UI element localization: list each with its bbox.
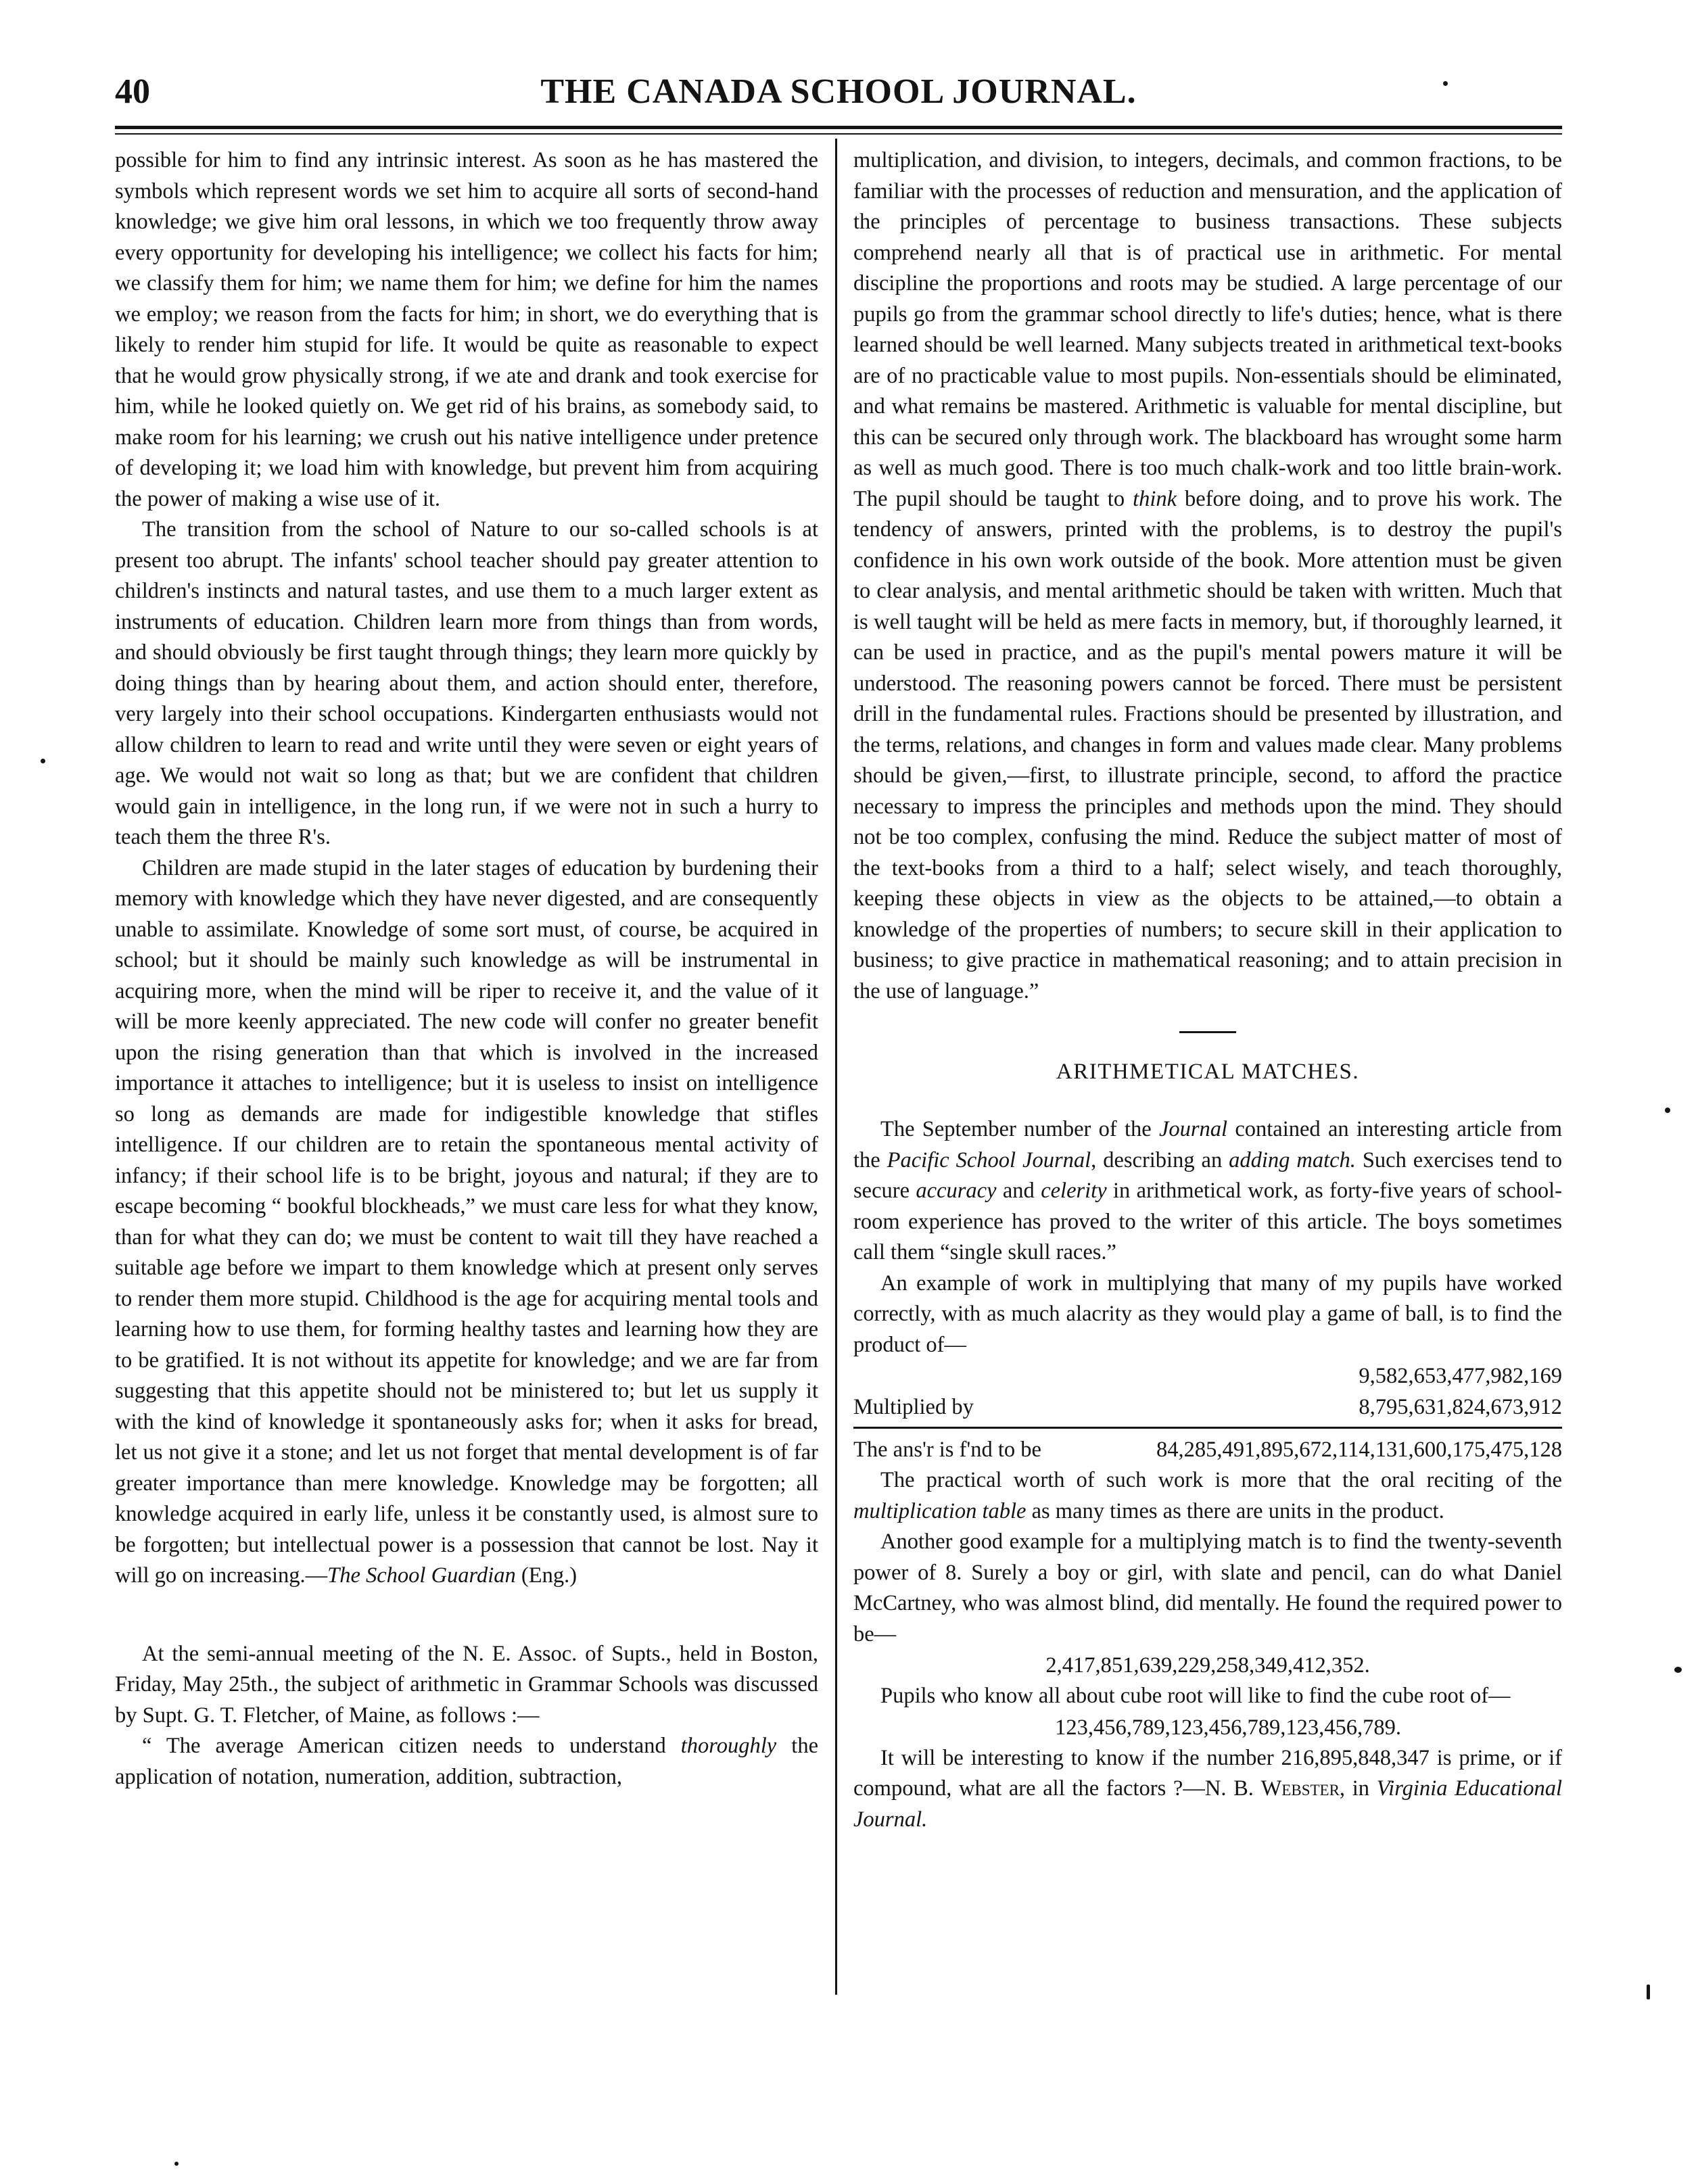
scan-speck — [1674, 1667, 1682, 1673]
paragraph-text: multiplication, and division, to integers, decimals, and common fractions, to be familiar with the processes of reduction and mensuration, and the application of the principles of percentage to business transactions. These subjects comprehend nearly all that is of practical use in arithmetic. For mental discipline the proportions and roots may be studied. A large percentage of our pupils go from the grammar school directly to life's duties; hence, what is there learned should be well learned. Many subjects treated in arithmetical text-books are of no practicable value to most pupils. Non-essentials should be eliminated, and what remains be mastered. Arithmetic is valuable for mental discipline, but this can be secured only through work. The blackboard has wrought some harm as well as much good. There is too much chalk-work and too little brain-work. The pupil should be taught to — [853, 148, 1562, 511]
scan-speck — [174, 2162, 179, 2166]
multiplier-label: Multiplied by — [853, 1395, 974, 1419]
emphasis-text: accuracy — [916, 1179, 997, 1203]
answer-row — [853, 1434, 1562, 1465]
emphasis-text: Pacific School Journal — [887, 1147, 1091, 1172]
section-heading: ARITHMETICAL MATCHES. — [1056, 1060, 1360, 1084]
paragraph-text: The practical worth of such work is more that the oral reciting of the — [880, 1468, 1562, 1492]
paragraph-text: contained an interesting article from the — [853, 1117, 1562, 1172]
paragraph-school-of-nature: The transition from the school of Nature to our so-called schools is at present too abrupt. The infants' school teacher should pay greater attention to children's instincts and natural tastes, and use them to a much larger extent as instruments of education. Children learn more from things than from words, and should obviously be first taught through things; they learn more quickly by doing things than by hearing about them, and action should enter, therefore, very largely into their school occupations. Kindergarten enthusiasts would not allow children to learn to read and write until they were seven or eight years of age. We would not wait so long as that; but we are confident that children would gain in intelligence, in the long run, if we were not in such a hurry to teach them the three R's. — [115, 517, 818, 849]
paragraph-semi-annual-meeting: At the semi-annual meeting of the N. E. Assoc. of Supts., held in Boston, Friday, May 25th., the subject of arithmetic in Grammar Schools was discussed by Supt. G. T. Fletcher, of Maine, as follows :— — [115, 1641, 818, 1728]
paragraph-text: the application of notation, numeration, addition, subtraction, — [115, 1734, 818, 1789]
left-column — [115, 145, 818, 1793]
emphasis-text: celerity — [1041, 1179, 1107, 1203]
scan-speck — [1647, 1985, 1650, 1999]
paragraph-text: as many times as there are units in the product. — [1026, 1498, 1444, 1523]
page-number: 40 — [115, 72, 150, 111]
paragraph-text: in arithmetical work, as forty-five years of school-room experience has proved to the writer of this article. The boys sometimes call them “single skull races.” — [853, 1179, 1562, 1264]
paragraph-intrinsic-interest: possible for him to find any intrinsic interest. As soon as he has mastered the symbols which represent words we set him to acquire all sorts of second-hand knowledge; we give him oral lessons, in which we too frequently throw away every opportunity for developing his intelligence; we collect his facts for him; we classify them for him; we name them for him; we define for him the names we employ; we reason from the facts for him; in short, we do everything that is likely to render him stupid for life. It would be quite as reasonable to expect that he would grow physically strong, if we ate and drank and took exercise for him, while he looked quietly on. We get rid of his brains, as somebody said, to make room for his learning; we crush out his native intelligence under pretence of developing it; we load him with knowledge, but prevent him from acquiring the power of making a wise use of it. — [115, 148, 818, 511]
scan-speck — [1665, 1108, 1670, 1113]
column-divider — [835, 139, 837, 1995]
multiplier-value: 8,795,631,824,673,912 — [1359, 1395, 1562, 1419]
paragraph-text: The September number of the — [880, 1117, 1159, 1141]
paragraph-text: Children are made stupid in the later stages of education by burdening their memory with knowledge which they have never digested, and are consequently unable to assimilate. Knowledge of some sort must, of course, be acquired in school; but it should be mainly such knowledge as will be instrumental in acquiring more, when the mind will be riper to receive it, and the value of it will be more keenly appreciated. The new code will confer no greater benefit upon the rising generation than that which is involved in the increased importance it attaches to intelligence; but it is useless to insist on intelligence so long as demands are made for indigestible knowledge that stifles intelligence. If our children are to retain the spontaneous mental activity of infancy; if their school life is to be bright, joyous and natural; if they are to escape becoming “ bookful blockheads,” we must care less for what they know, than for what they can do; we must be content to wait till they have reached a suitable age before we impart to them knowledge which at present only serves to render them more stupid. Childhood is the age for acquiring mental tools and learning how to use them, for forming healthy tastes and learning how they are to be gratified. It is not without its appetite for knowledge; and we are far from suggesting that this appetite should not be ministered to; but let us supply it with the kind of knowledge it spontaneously asks for; when it asks for bread, let us not give it a stone; and let us not forget that mental development is of far greater importance than mere knowledge. Knowledge may be forgotten; all knowledge acquired in early life, unless it be constantly used, is almost sure to be forgotten; but intellectual power is a possession that cannot be lost. Nay it will go on increasing.— — [115, 855, 818, 1588]
multiplicand-value: 9,582,653,477,982,169 — [1359, 1364, 1562, 1388]
paragraph-text: “ The average American citizen needs to understand — [142, 1734, 681, 1758]
author-name: Webster — [1260, 1776, 1340, 1801]
paragraph-text: It will be interesting to know if the number 216,895,848,347 is prime, or if compound, what are all the factors ?—N. B. — [853, 1745, 1562, 1801]
section-separator — [1179, 1031, 1236, 1033]
scan-speck — [1443, 81, 1448, 86]
paragraph-twenty-seventh-power: Another good example for a multiplying match is to find the twenty-seventh power of 8. Surely a boy or girl, with slate and pencil, can do what Daniel McCartney, who was almost blind, did mentally. He found the required power to be— — [853, 1529, 1562, 1646]
cube-root-value: 123,456,789,123,456,789,123,456,789. — [1055, 1715, 1401, 1740]
paragraph-text: , describing an — [1091, 1147, 1229, 1172]
header-rule-thick — [115, 126, 1562, 129]
paragraph-text: before doing, and to prove his work. The tendency of answers, printed with the problems, is to destroy the pupil's confidence in his own work outside of the book. More attention must be given to clear analysis, and mental arithmetic should be taken with written. Much that is well taught will be held as mere facts in memory, but, if thoroughly learned, it can be used in practice, and as the pupil's mental powers mature it will be understood. The reasoning powers cannot be forced. There must be persistent drill in the fundamental rules. Fractions should be presented by illustration, and the terms, relations, and changes in form and values made clear. Many problems should be given,—first, to illustrate principle, second, to afford the practice necessary to impress the principles and methods upon the mind. They should not be too complex, confusing the mind. Reduce the subject matter of most of the text-books from a third to a half; select wisely, and teach thoroughly, keeping these objects in view as the objects to be attained,—to obtain a knowledge of the properties of numbers; to secure skill in their application to business; to give practice in mathematical reasoning; and to attain precision in the use of language.” — [853, 486, 1562, 1003]
paragraph-september-number — [853, 1114, 1562, 1268]
power-value: 2,417,851,639,229,258,349,412,352. — [1045, 1653, 1370, 1678]
header-rule-thin — [115, 133, 1562, 135]
journal-title: THE CANADA SCHOOL JOURNAL. — [540, 72, 1137, 111]
source-citation: Virginia Educational Journal. — [853, 1776, 1562, 1832]
multiplicand-row — [853, 1360, 1562, 1392]
source-suffix: (Eng.) — [515, 1563, 577, 1588]
section-gap — [115, 1592, 818, 1639]
emphasis-text: thoroughly — [680, 1734, 777, 1758]
paragraph-multiplying-example: An example of work in multiplying that many of my pupils have worked correctly, with as much alacrity as they would play a game of ball, is to find the product of— — [853, 1271, 1562, 1357]
product-rule — [853, 1427, 1562, 1429]
paragraph-arithmetic-continued — [853, 145, 1562, 1007]
paragraph-prime-question — [853, 1743, 1562, 1836]
paragraph-text: Such exercises tend to secure — [853, 1147, 1562, 1203]
emphasis-text: adding match. — [1229, 1147, 1356, 1172]
paragraph-text: and — [996, 1179, 1041, 1203]
paragraph-practical-worth — [853, 1465, 1562, 1527]
multiplier-row — [853, 1392, 1562, 1423]
emphasis-text: Journal — [1158, 1117, 1228, 1141]
paragraph-average-citizen — [115, 1731, 818, 1793]
paragraph-cube-root: Pupils who know all about cube root will like to find the cube root of— — [880, 1684, 1511, 1708]
scan-speck — [41, 759, 45, 763]
emphasis-text: think — [1133, 486, 1177, 511]
answer-label: The ans'r is f'nd to be — [853, 1438, 1041, 1462]
page-header — [115, 65, 1562, 119]
right-column — [853, 145, 1562, 1835]
emphasis-text: multiplication table — [853, 1498, 1027, 1523]
paragraph-text: , in — [1339, 1776, 1377, 1801]
paragraph-children-stupid — [115, 853, 818, 1592]
source-citation: The School Guardian — [327, 1563, 516, 1588]
answer-value: 84,285,491,895,672,114,131,600,175,475,128 — [1156, 1438, 1562, 1462]
